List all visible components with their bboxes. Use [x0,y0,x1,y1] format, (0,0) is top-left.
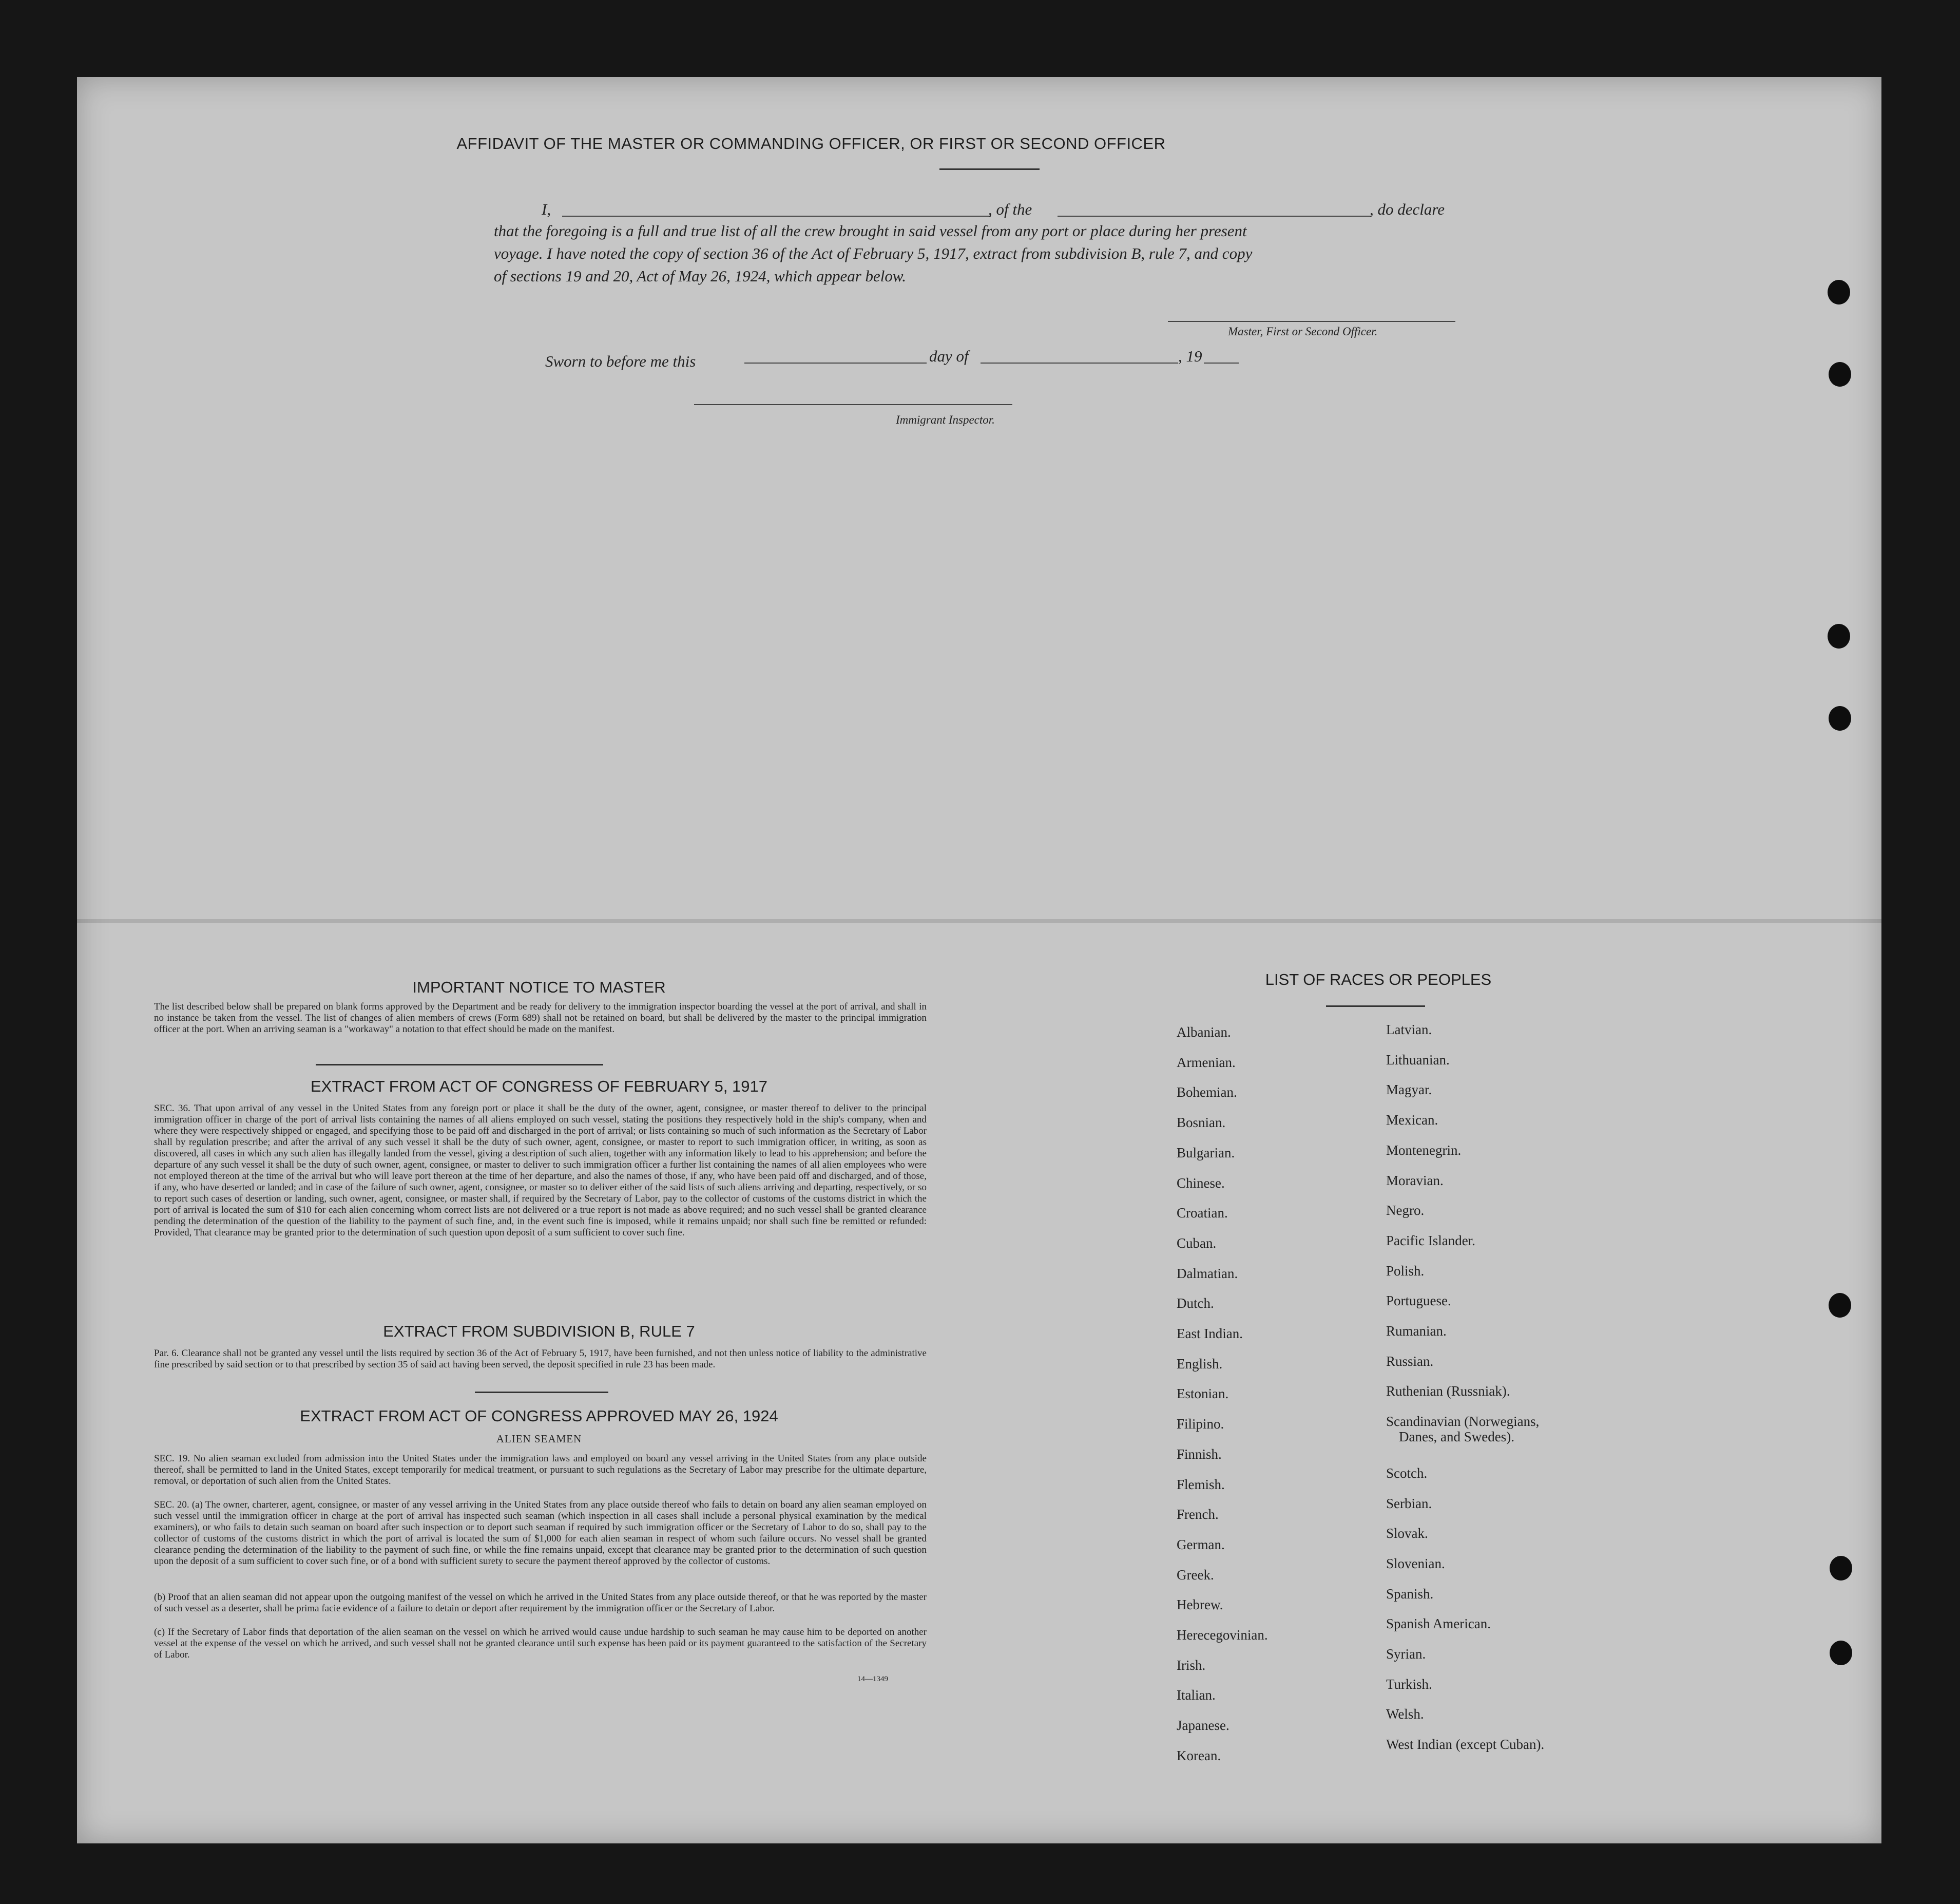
race-item: Herecegovinian. [1177,1627,1268,1643]
race-item: Japanese. [1177,1718,1229,1734]
race-item: Slovak. [1386,1526,1428,1541]
race-item: Bohemian. [1177,1084,1237,1100]
master-signature-label: Master, First or Second Officer. [1228,325,1378,338]
race-item: French. [1177,1507,1219,1522]
race-item: Rumanian. [1386,1323,1447,1339]
punch-hole-icon [1828,280,1850,304]
divider [939,168,1040,170]
extract-1917-title: EXTRACT FROM ACT OF CONGRESS OF FEBRUARY 5, 1917 [310,1077,768,1095]
affidavit-body-line: voyage. I have noted the copy of section 36 of the Act of February 5, 1917, extract from subdivision B, rule 7, and copy [494,244,1253,262]
divider [1326,1005,1425,1007]
punch-hole-icon [1830,1556,1852,1581]
notice-text: The list described below shall be prepared on blank forms approved by the Department and be ready for delivery to the immigration inspector boarding the vessel at the port of arrival, and shall in no instance be taken from the vessel. The list of changes of alien members of crews (Form 689) shall not be retained on board, but shall be delivered by the master to the principal immigration officer at the port. When an arriving seaman is a "workaway" a notation to that effect should be made on the manifest. [154,1001,927,1035]
day-blank [744,363,927,364]
race-item: Syrian. [1386,1646,1426,1662]
sworn-text: Sworn to before me this [545,352,696,370]
races-title: LIST OF RACES OR PEOPLES [1265,970,1492,988]
sec20c-text: (c) If the Secretary of Labor finds that deportation of the alien seaman on the vessel on which he arrived would cause undue hardship to such seaman he may cause him to be deported on another vessel at the expense of the vessel on which he arrived, and such vessel shall not be granted clearance until such expense has been paid or its payment guaranteed to the satisfaction of the Secretary of Labor. [154,1627,927,1660]
inspector-signature-line [694,404,1012,405]
race-item: Chinese. [1177,1175,1225,1191]
race-item: Greek. [1177,1567,1214,1583]
extract-1917-text: SEC. 36. That upon arrival of any vessel in the United States from any foreign port or place it shall be the duty of the owner, agent, consignee, or master thereof to deliver to the principal immigration officer in charge of the port of arrival lists containing the names of all aliens employed on such vessel, stating the positions they respectively hold in the ship's company, when and where they were respectively shipped or engaged, and specifying those to be paid off and discharged in the port of arrival; or lists containing so much of such information as the Secretary of Labor shall by regulation prescribe; and after the arrival of any such vessel it shall be the duty of such owner, agent, consignee, or master to report to such immigration officer, in writing, as soon as discovered, all cases in which any such alien has illegally landed from the vessel, giving a description of such alien, together with any information likely to lead to his apprehension; and before the departure of any such vessel it shall be the duty of such owner, agent, consignee, or master to deliver to such immigration officer a further list containing the names of all alien employees who were not employed thereon at the time of the arrival but who will leave port thereon at the time of her departure, and also the names of those, if any, who have been paid off and discharged, and of those, if any, who have deserted or landed; and in case of the failure of such owner, agent, consignee, or master so to deliver either of the said lists of such aliens arriving and departing, respectively, or so to report such cases of desertion or landing, such owner, agent, consignee, or master shall, if required by the Secretary of Labor, pay to the collector of customs of the customs district in which the port of arrival is located the sum of $10 for each alien concerning whom correct lists are not delivered or a true report is not made as above required; and no such vessel shall be granted clearance pending the determination of the question of the liability to the payment of such fine, and, in the event such fine is imposed, while it remains unpaid; nor shall such fine be remitted or refunded: Provided, That clearance may be granted prior to the determination of such question upon deposit of a sum sufficient to cover such fine. [154,1103,927,1238]
race-item: Welsh. [1386,1706,1424,1722]
race-item: Estonian. [1177,1386,1229,1402]
affidavit-body-line: of sections 19 and 20, Act of May 26, 1924, which appear below. [494,267,907,285]
race-item: German. [1177,1536,1225,1552]
race-item: East Indian. [1177,1326,1243,1341]
race-item: Turkish. [1386,1676,1432,1692]
race-item: Dutch. [1177,1296,1214,1311]
race-item: Magyar. [1386,1082,1432,1098]
punch-hole-icon [1829,706,1851,731]
race-item: Danes, and Swedes). [1399,1429,1514,1445]
alien-seamen-subtitle: ALIEN SEAMEN [496,1433,582,1445]
sec20b-text: (b) Proof that an alien seaman did not appear upon the outgoing manifest of the vessel on which he arrived in the United States from any place outside thereof, or that he was reported by the master of such vessel as a deserter, shall be prima facie evidence of a failure to detain or deport after requirement by the immigration officer or the Secretary of Labor. [154,1592,927,1614]
race-item: Spanish. [1386,1586,1434,1602]
affidavit-title: AFFIDAVIT OF THE MASTER OR COMMANDING OFFICER, OR FIRST OR SECOND OFFICER [456,135,1166,153]
punch-hole-icon [1830,1641,1852,1665]
race-item: Latvian. [1386,1022,1432,1037]
rule7-title: EXTRACT FROM SUBDIVISION B, RULE 7 [383,1322,695,1340]
race-item: Armenian. [1177,1054,1236,1070]
race-item: Polish. [1386,1263,1425,1279]
divider [316,1064,603,1065]
race-item: Mexican. [1386,1112,1438,1128]
race-item: Finnish. [1177,1446,1222,1462]
punch-hole-icon [1828,624,1850,649]
sworn-year: , 19 [1178,347,1202,365]
form-number: 14—1349 [857,1675,888,1683]
inspector-label: Immigrant Inspector. [896,413,995,426]
sworn-day-of: day of [929,347,969,365]
vessel-blank [1058,216,1371,217]
race-item: Irish. [1177,1657,1206,1673]
race-item: Dalmatian. [1177,1265,1238,1281]
extract-1924-title: EXTRACT FROM ACT OF CONGRESS APPROVED MAY 26, 1924 [300,1407,778,1425]
race-item: Spanish American. [1386,1616,1491,1632]
year-blank [1204,363,1239,364]
month-blank [981,363,1178,364]
race-item: Russian. [1386,1353,1434,1369]
race-item: Ruthenian (Russniak). [1386,1383,1510,1399]
race-item: Scandinavian (Norwegians, [1386,1414,1540,1430]
race-item: Serbian. [1386,1495,1432,1511]
race-item: English. [1177,1356,1223,1372]
notice-title: IMPORTANT NOTICE TO MASTER [412,978,666,996]
race-item: Lithuanian. [1386,1052,1450,1068]
race-item: Slovenian. [1386,1555,1445,1571]
race-item: West Indian (except Cuban). [1386,1737,1545,1753]
race-item: Italian. [1177,1687,1216,1703]
affidavit-do-declare: , do declare [1370,200,1445,218]
race-item: Albanian. [1177,1024,1231,1040]
document-page [77,77,1881,1843]
affidavit-i: I, [542,200,551,218]
race-item: Filipino. [1177,1416,1224,1432]
race-item: Bosnian. [1177,1115,1226,1131]
race-item: Korean. [1177,1747,1221,1763]
affidavit-body-line: that the foregoing is a full and true list of all the crew brought in said vessel from any port or place during her present [494,222,1247,240]
race-item: Cuban. [1177,1235,1217,1251]
race-item: Hebrew. [1177,1597,1223,1613]
sec20a-text: SEC. 20. (a) The owner, charterer, agent, consignee, or master of any vessel arriving in the United States from any place outside thereof who fails to detain on board any alien seaman employed on such vessel until the immigration officer in charge at the port of arrival has inspected such seaman (which inspection in all cases shall include a personal physical examination by the medical examiners), or who fails to detain such seaman on board after such inspection or to deport such seaman if required by such immigration officer or the Secretary of Labor to do so, shall pay to the collector of customs of the customs district in which the port of arrival is located the sum of $1,000 for each alien seaman in respect of whom such failure occurs. No vessel shall be granted clearance pending the determination of the liability to the payment of such fine, or while the fine remains unpaid, except that clearance may be granted prior to the determination of such question upon the deposit of a sum sufficient to cover such fine, or of a bond with sufficient surety to secure the payment thereof approved by the collector of customs. [154,1499,927,1567]
sec19-text: SEC. 19. No alien seaman excluded from admission into the United States under the immigration laws and employed on board any vessel arriving in the United States from any place outside thereof, shall be permitted to land in the United States, except temporarily for medical treatment, or pursuant to such regulations as the Secretary of Labor may prescribe for the ultimate departure, removal, or deportation of such alien from the United States. [154,1453,927,1487]
race-item: Flemish. [1177,1476,1225,1492]
punch-hole-icon [1829,362,1851,387]
name-blank [562,216,991,217]
race-item: Moravian. [1386,1172,1444,1188]
race-item: Portuguese. [1386,1293,1451,1309]
race-item: Pacific Islander. [1386,1232,1475,1248]
race-item: Montenegrin. [1386,1142,1462,1158]
divider [475,1392,608,1393]
page-fold [77,919,1881,923]
race-item: Bulgarian. [1177,1145,1235,1160]
signature-line [1168,321,1455,322]
race-item: Negro. [1386,1203,1425,1218]
race-item: Scotch. [1386,1465,1428,1481]
affidavit-of-the: , of the [988,200,1032,218]
race-item: Croatian. [1177,1205,1228,1221]
rule7-text: Par. 6. Clearance shall not be granted any vessel until the lists required by section 36 of the Act of February 5, 1917, have been furnished, and not then unless notice of liability to the administrative fine prescribed by said section or to that prescribed by section 35 of said act having been served, the deposit specified in rule 23 has been made. [154,1348,927,1370]
punch-hole-icon [1829,1293,1851,1318]
